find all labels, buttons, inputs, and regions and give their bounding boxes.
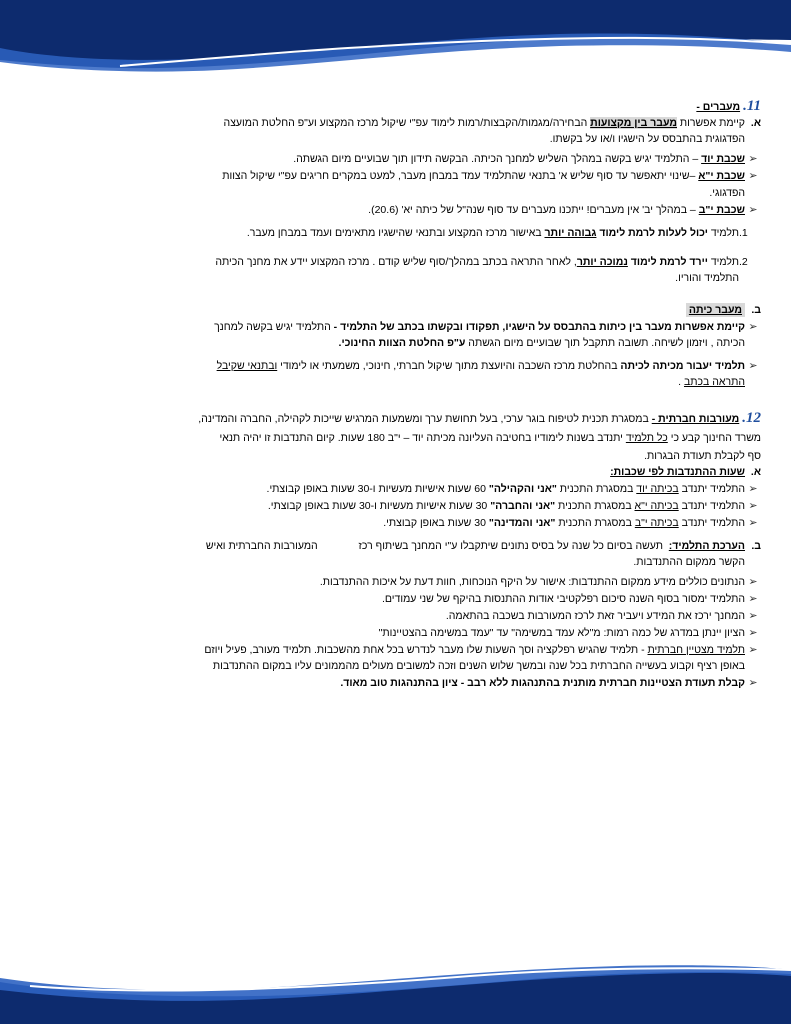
text: הנתונים כוללים מידע ממקום ההתנדבות: אישור על היקף הנוכחות, חוות דעת על איכות ההתנדבות. <box>319 576 745 588</box>
text: –שינוי יתאפשר עד סוף שליש א' בתנאי שהתלמיד עמד במבחן מעבר, למעט במקרים חריגים עפ"י שיקול הצוות <box>222 170 699 182</box>
text: משרד החינוך קבע כי <box>667 432 761 444</box>
underlined-text: בכיתה י"א <box>634 500 679 512</box>
text: - תלמיד שהגיש רפלקציה וסך השעות שלו מעבר לנדרש בכל אחת מהשכבות. תלמיד מעורב, פעיל ויוזם <box>204 644 648 656</box>
subsection-title: שעות ההתנדבות לפי שכבות: <box>610 466 745 478</box>
text: תלמיד <box>707 256 739 268</box>
text: בהחלטת מרכז השכבה והיועצת מתוך שיקול חברתי, חינוכי, משמעתי או לימודי <box>277 360 621 372</box>
arrow-bullet-icon: ➢ <box>748 627 758 639</box>
paragraph-a-line2: הפדגוגית בהתבסס על הישגיו ו/או על בקשתו. <box>549 133 745 145</box>
section-12-heading <box>78 410 761 427</box>
bold-text: תלמיד יעבור מכיתה לכיתה <box>620 360 745 372</box>
text-line <box>78 335 745 351</box>
bold-text: "אני והמדינה" <box>488 517 556 529</box>
list-letter: א. <box>750 466 761 478</box>
bullet-item <box>78 151 761 167</box>
bullet-item <box>78 319 761 335</box>
subsection-title: מעבר כיתה <box>686 303 745 317</box>
arrow-bullet-icon: ➢ <box>748 153 758 165</box>
text: במסגרת התכנית <box>556 483 637 495</box>
list-letter: ב. <box>751 540 761 552</box>
bullet-item <box>78 642 761 658</box>
bullet-item <box>78 574 761 590</box>
section-11-heading <box>78 98 761 115</box>
section-number: 12. <box>742 410 761 426</box>
bold-text: ע"פ החלטת הצוות החינוכי. <box>338 337 466 349</box>
bullet-item <box>78 608 761 624</box>
text: – במהלך יב' אין מעברים! ייתכנו מעברים עד סוף שנה"ל של כיתה יא' (20.6). <box>368 204 699 216</box>
text: באישור מרכז המקצוע ובתנאי שהישגיו מתאימים ועמד במבחן מעבר. <box>246 227 545 239</box>
bullet-item <box>78 498 761 514</box>
arrow-bullet-icon: ➢ <box>748 576 758 588</box>
grade-label: שכבת יוד <box>701 153 745 165</box>
text: במסגרת תכנית לטיפוח בוגר ערכי, בעל תחושת ערך ומשמעות המרגיש שייכות לקהילה, החברה והמדינה, <box>198 413 652 425</box>
arrow-bullet-icon: ➢ <box>748 517 758 529</box>
text: יתנדב בשנות לימודיו בחטיבה העליונה מכיתה יוד – י"ב 180 שעות. קיום התנדבות זו יהיה תנאי <box>219 432 626 444</box>
section-title: מעורבות חברתית - <box>651 413 740 425</box>
arrow-bullet-icon: ➢ <box>748 644 758 656</box>
grade-label: שכבת י"ב <box>698 204 745 216</box>
arrow-bullet-icon: ➢ <box>748 593 758 605</box>
bullet-item <box>78 202 761 218</box>
bold-text: יכול לעלות לרמת לימוד <box>596 227 708 239</box>
bullet-item <box>78 675 761 691</box>
text-line <box>78 430 761 446</box>
numbered-item <box>78 225 761 241</box>
bullet-item <box>78 591 761 607</box>
text: 30 שעות באופן קבוצתי. <box>383 517 489 529</box>
text: התלמיד יתנדב <box>678 500 745 512</box>
subsection-b-heading <box>78 302 761 318</box>
text: המחנך ירכז את המידע ויעביר זאת לרכז המעורבות בשכבה בהתאמה. <box>445 610 745 622</box>
item-number: 2. <box>739 256 748 268</box>
bullet-item <box>78 625 761 641</box>
bullet-item <box>78 168 761 184</box>
subsection-a-heading <box>78 464 761 480</box>
underlined-text: תלמיד מצטיין חברתית <box>647 644 745 656</box>
text: – התלמיד יגיש בקשה במהלך השליש למחנך הכיתה. הבקשה תידון תוך שבועיים מיום הגשתה. <box>293 153 702 165</box>
highlighted-text: מעבר בין מקצועות <box>590 117 677 129</box>
header-wave-decoration <box>0 0 791 80</box>
paragraph-a-line1 <box>78 115 761 131</box>
arrow-bullet-icon: ➢ <box>748 610 758 622</box>
subsection-b-heading <box>78 538 761 554</box>
text: קיימת אפשרות <box>677 117 745 129</box>
text: סף לקבלת תעודת הבגרות. <box>644 450 761 462</box>
item-number: 1. <box>739 227 748 239</box>
text: הפדגוגי. <box>709 187 745 199</box>
text: התלמיד יתנדב <box>678 517 745 529</box>
text: , לאחר התראה בכתב במהלך/סוף שליש קודם . מרכז המקצוע יידע את מחנך הכיתה <box>215 256 577 268</box>
list-letter: א. <box>750 117 761 129</box>
arrow-bullet-icon: ➢ <box>748 360 758 372</box>
text: במסגרת התכנית <box>555 500 635 512</box>
bold-text: "אני והקהילה" <box>488 483 557 495</box>
text: במסגרת התכנית <box>555 517 635 529</box>
text: התלמיד יתנדב <box>678 483 745 495</box>
text: באופן רציף וקבוע בעשייה החברתית בכל שנה ובמשך שלוש השנים וזכה למשובים מעולים מהממונים עליו במקום ההתנדבות <box>212 660 745 672</box>
text: הקשר ממקום ההתנדבות. <box>633 556 745 568</box>
footer-wave-decoration <box>0 962 791 1024</box>
text: תלמיד <box>707 227 739 239</box>
grade-label: שכבת י"א <box>698 170 745 182</box>
underlined-text: התראה בכתב <box>683 376 745 388</box>
arrow-bullet-icon: ➢ <box>748 204 758 216</box>
text: התלמיד יגיש בקשה למחנך <box>214 321 334 333</box>
bullet-item <box>78 358 761 374</box>
arrow-bullet-icon: ➢ <box>748 500 758 512</box>
bold-text: נמוכה יותר <box>576 256 628 268</box>
text-line <box>78 374 745 390</box>
text: התלמיד והוריו. <box>675 272 739 284</box>
text: התלמיד ימסור בסוף השנה סיכום רפלקטיבי אודות ההתנסות בהיקף של שני עמודים. <box>381 593 745 605</box>
text: 30 שעות אישיות מעשיות ו-30 שעות באופן קבוצתי. <box>267 500 491 512</box>
bold-text: קבלת תעודת הצטיינות חברתית מותנית בהתנהגות ללא רבב - ציון בהתנהגות טוב מאוד. <box>340 677 745 689</box>
bullet-item <box>78 481 761 497</box>
bullet-item <box>78 515 761 531</box>
numbered-item <box>78 254 761 270</box>
bold-text: קיימת אפשרות מעבר בין כיתות בהתבסס על הישגיו, תפקודו ובקשתו בכתב של התלמיד - <box>333 321 745 333</box>
text: 60 שעות אישיות מעשיות ו-30 שעות באופן קבוצתי. <box>266 483 489 495</box>
text: הכיתה , ויזמון לשיחה. תשובה תתקבל תוך שבועיים מיום הגשתה <box>465 337 745 349</box>
section-number: 11. <box>743 98 761 114</box>
underlined-text: בכיתה יוד <box>636 483 679 495</box>
bold-text: גבוהה יותר <box>544 227 597 239</box>
underlined-text: כל תלמיד <box>625 432 668 444</box>
text: . <box>678 376 684 388</box>
underlined-text: ובתנאי שקיבל <box>216 360 278 372</box>
arrow-bullet-icon: ➢ <box>748 483 758 495</box>
text: הבחירה/מגמות/הקבצות/רמות לימוד עפ"י שיקול מרכז המקצוע וע"פ החלטת המועצה <box>223 117 591 129</box>
bold-text: "אני והחברה" <box>490 500 556 512</box>
section-title: מעברים - <box>696 101 741 113</box>
list-letter: ב. <box>751 304 761 316</box>
underlined-text: בכיתה י"ב <box>634 517 679 529</box>
bold-text: יירד לרמת לימוד <box>627 256 708 268</box>
subsection-title: הערכת התלמיד: <box>668 540 745 552</box>
arrow-bullet-icon: ➢ <box>748 321 758 333</box>
text: הציון יינתן במדרג של כמה רמות: מ"לא עמד במשימה" עד "עמד במשימה בהצטיינות" <box>378 627 745 639</box>
arrow-bullet-icon: ➢ <box>748 170 758 182</box>
text: תעשה בסיום כל שנה על בסיס נתונים שיתקבלו ע"י המחנך בשיתוף רכז המעורבות החברתית ואיש <box>205 540 669 552</box>
arrow-bullet-icon: ➢ <box>748 677 758 689</box>
